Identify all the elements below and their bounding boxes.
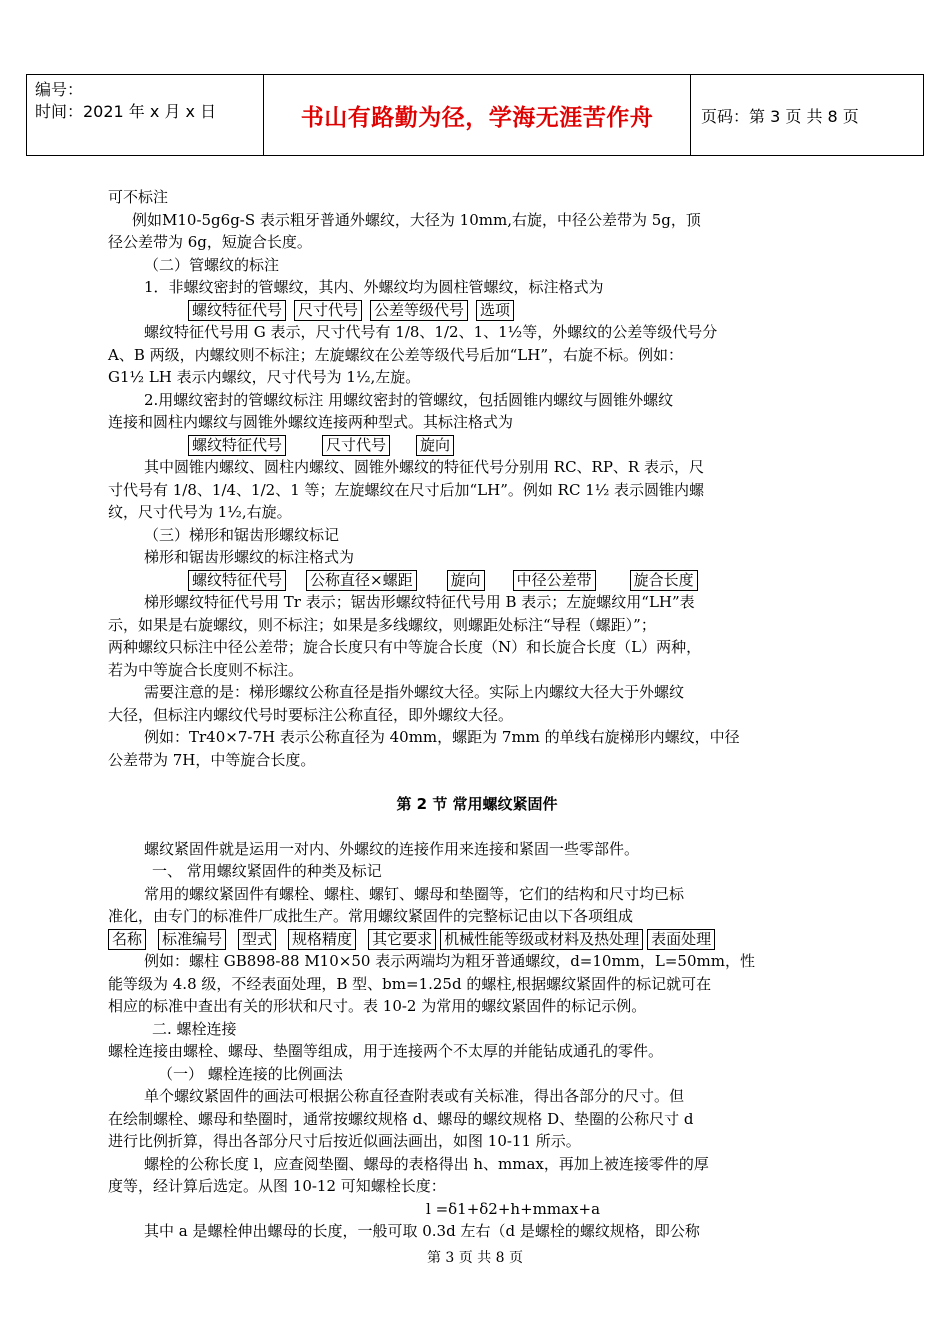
text-line: 例如：Tr40×7-7H 表示公称直径为 40mm，螺距为 7mm 的单线右旋梯形内螺纹，中径 (144, 728, 740, 746)
formula-bolt-length: l =δ1+δ2+h+mmax+a (426, 1199, 601, 1218)
format-box: 规格精度 (288, 929, 356, 950)
format-box-row-4 (108, 928, 846, 951)
text-line: 其中 a 是螺栓伸出螺母的长度，一般可取 0.3d 左右（d 是螺栓的螺纹规格，即公称 (144, 1222, 700, 1240)
text-line: 大径，但标注内螺纹代号时要标注公称直径，即外螺纹大径。 (108, 705, 514, 724)
format-box: 螺纹特征代号 (188, 300, 286, 321)
text-line: 连接和圆柱内螺纹与圆锥外螺纹连接两种型式。其标注格式为 (108, 413, 514, 431)
document-body (108, 186, 846, 1243)
subheading-trapezoid-thread: （三）梯形和锯齿形螺纹标记 (144, 525, 340, 544)
text-line: 度等，经计算后选定。从图 10-12 可知螺栓长度： (108, 1177, 446, 1195)
text-line: 寸代号有 1/8、1/4、1/2、1 等；左旋螺纹在尺寸后加“LH”。例如 RC 1½ 表示圆锥内螺 (108, 480, 705, 499)
format-box: 旋合长度 (630, 570, 698, 591)
text-line: 螺栓连接由螺栓、螺母、垫圈等组成，用于连接两个不太厚的并能钻成通孔的零件。 (108, 1042, 664, 1060)
page-header (26, 74, 924, 156)
subheading-fastener-types: 一、 常用螺纹紧固件的种类及标记 (152, 862, 382, 880)
format-box: 螺纹特征代号 (188, 435, 286, 456)
text-line: 例如M10-5g6g-S 表示粗牙普通外螺纹，大径为 10mm,右旋，中径公差带为 5g，顶 (132, 210, 701, 229)
format-box: 旋向 (416, 435, 454, 456)
text-line: 相应的标准中查出有关的形状和尺寸。表 10-2 为常用的螺纹紧固件的标记示例。 (108, 997, 647, 1015)
text-line: 公差带为 7H，中等旋合长度。 (108, 750, 316, 769)
text-line: 可不标注 (108, 188, 169, 206)
format-box: 螺纹特征代号 (188, 570, 286, 591)
format-box: 旋向 (447, 570, 485, 591)
text-line: 螺栓的公称长度 l，应查阅垫圈、螺母的表格得出 h、mmax，再加上被连接零件的厚 (144, 1154, 709, 1173)
text-line: 其中圆锥内螺纹、圆柱内螺纹、圆锥外螺纹的特征代号分别用 RC、RP、R 表示，尺 (144, 458, 704, 476)
text-line: 例如：螺柱 GB898-88 M10×50 表示两端均为粗牙普通螺纹，d=10mm，L=50mm，性 (144, 952, 755, 970)
text-line: 需要注意的是：梯形螺纹公称直径是指外螺纹大径。实际上内螺纹大径大于外螺纹 (144, 683, 685, 701)
text-line: 两种螺纹只标注中径公差带；旋合长度只有中等旋合长度（N）和长旋合长度（L）两种， (108, 638, 702, 656)
text-line: 螺纹特征代号用 G 表示，尺寸代号有 1/8、1/2、1、1½等，外螺纹的公差等级代号分 (144, 323, 718, 341)
format-box: 尺寸代号 (322, 435, 390, 456)
text-line: 梯形和锯齿形螺纹的标注格式为 (144, 548, 355, 566)
text-line: 能等级为 4.8 级，不经表面处理，B 型、bm=1.25d 的螺柱,根据螺纹紧固件的标记就可在 (108, 974, 712, 993)
format-box: 名称 (108, 929, 146, 950)
header-page-label: 页码：第 3 页 共 8 页 (701, 106, 859, 126)
format-box-row-3 (108, 569, 846, 592)
format-box: 选项 (476, 300, 514, 321)
text-line: 常用的螺纹紧固件有螺栓、螺柱、螺钉、螺母和垫圈等，它们的结构和尺寸均已标 (144, 884, 685, 903)
header-motto: 书山有路勤为径，学海无涯苦作舟 (264, 75, 691, 155)
subheading-bolt-connection: 二. 螺栓连接 (152, 1019, 237, 1038)
text-line: 准化，由专门的标准件厂成批生产。常用螺纹紧固件的完整标记由以下各项组成 (108, 907, 634, 925)
format-box: 型式 (238, 929, 276, 950)
format-box: 公称直径×螺距 (306, 570, 417, 591)
text-line: 梯形螺纹特征代号用 Tr 表示；锯齿形螺纹特征代号用 B 表示；左旋螺纹用“LH”表 (144, 593, 695, 611)
text-line: 螺纹紧固件就是运用一对内、外螺纹的连接作用来连接和紧固一些零部件。 (144, 839, 640, 858)
page-footer: 第 3 页 共 8 页 (426, 1250, 524, 1266)
text-line: 示，如果是右旋螺纹，则不标注；如果是多线螺纹，则螺距处标注“导程（螺距）”； (108, 615, 656, 634)
text-line: 在绘制螺栓、螺母和垫圈时，通常按螺纹规格 d、螺母的螺纹规格 D、垫圈的公称尺寸 d (108, 1109, 694, 1128)
text-line: 若为中等旋合长度则不标注。 (108, 660, 304, 679)
time-label: 时间：2021 年 x 月 x 日 (35, 102, 217, 121)
number-label: 编号： (35, 80, 84, 99)
text-line: 1．非螺纹密封的管螺纹，其内、外螺纹均为圆柱管螺纹，标注格式为 (144, 278, 604, 296)
text-line: 径公差带为 6g，短旋合长度。 (108, 233, 312, 251)
subheading-pipe-thread: （二）管螺纹的标注 (144, 255, 280, 274)
format-box-row-1 (108, 299, 846, 322)
section-title: 第 2 节 常用螺纹紧固件 (396, 795, 558, 813)
format-box: 表面处理 (647, 929, 715, 950)
header-meta (27, 75, 264, 155)
subheading-proportional-drawing: （一） 螺栓连接的比例画法 (158, 1064, 343, 1083)
text-line: 单个螺纹紧固件的画法可根据公称直径查附表或有关标准，得出各部分的尺寸。但 (144, 1087, 685, 1105)
text-line: A、B 两级，内螺纹则不标注；左旋螺纹在公差等级代号后加“LH”，右旋不标。例如： (108, 345, 684, 364)
text-line: 纹，尺寸代号为 1½,右旋。 (108, 503, 292, 521)
format-box-row-2 (108, 434, 846, 457)
format-box: 公差等级代号 (370, 300, 468, 321)
format-box: 其它要求 (368, 929, 436, 950)
text-line: 2.用螺纹密封的管螺纹标注 用螺纹密封的管螺纹，包括圆锥内螺纹与圆锥外螺纹 (144, 390, 674, 409)
text-line: G1½ LH 表示内螺纹，尺寸代号为 1½,左旋。 (108, 368, 421, 386)
text-line: 进行比例折算，得出各部分尺寸后按近似画法画出，如图 10-11 所示。 (108, 1132, 581, 1150)
format-box: 尺寸代号 (294, 300, 362, 321)
format-box: 机械性能等级或材料及热处理 (440, 929, 643, 950)
format-box: 中径公差带 (513, 570, 596, 591)
format-box: 标准编号 (158, 929, 226, 950)
